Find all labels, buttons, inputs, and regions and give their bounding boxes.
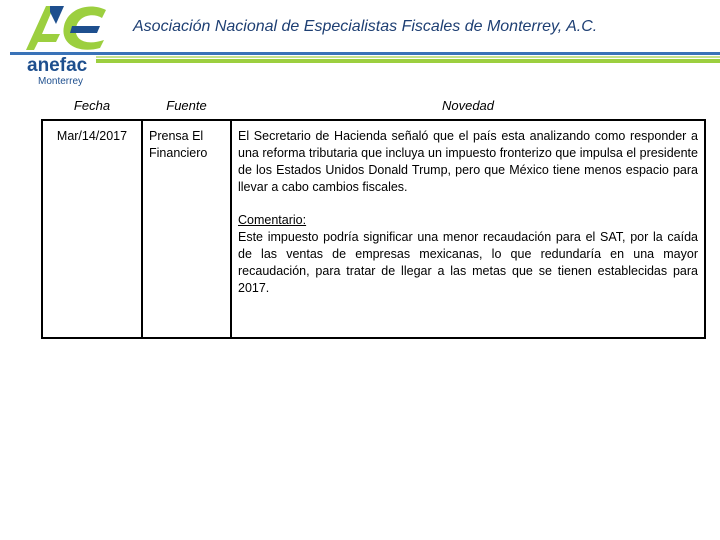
table-header-row — [42, 91, 705, 120]
header-rule-light-green — [96, 56, 720, 58]
cell-date: Mar/14/2017 — [42, 120, 142, 338]
table-row — [42, 120, 705, 338]
header-date: Fecha — [73, 97, 111, 113]
header-rule-blue — [10, 52, 720, 55]
header-rule-green — [96, 59, 720, 63]
logo-city: Monterrey — [38, 76, 84, 87]
page-title: Asociación Nacional de Especialistas Fiscales de Monterrey, A.C. — [133, 18, 598, 35]
header-source: Fuente — [166, 97, 207, 113]
news-table — [41, 91, 706, 339]
comment-label: Comentario: — [238, 213, 307, 227]
cell-news — [231, 120, 705, 338]
cell-source: Prensa El Financiero — [142, 120, 231, 338]
comment-text: Este impuesto podría significar una menor recaudación para el SAT, por la caída de las ventas de empresas mexicanas, lo que redundaría en una mayor recaudación, para tratar de llegar a las metas que se tienen establecidas para 2017. — [238, 230, 698, 295]
header-news: Novedad — [441, 97, 495, 113]
news-text: El Secretario de Hacienda señaló que el país esta analizando como responder a una reforma tributaria que incluya un impuesto fronterizo que impulsa el presidente de los Estados Unidos Donald Trump, pero que México tiene menos espacio para llevar a cabo cambios fiscales. — [238, 129, 698, 194]
logo-wordmark: anefac — [27, 55, 88, 76]
